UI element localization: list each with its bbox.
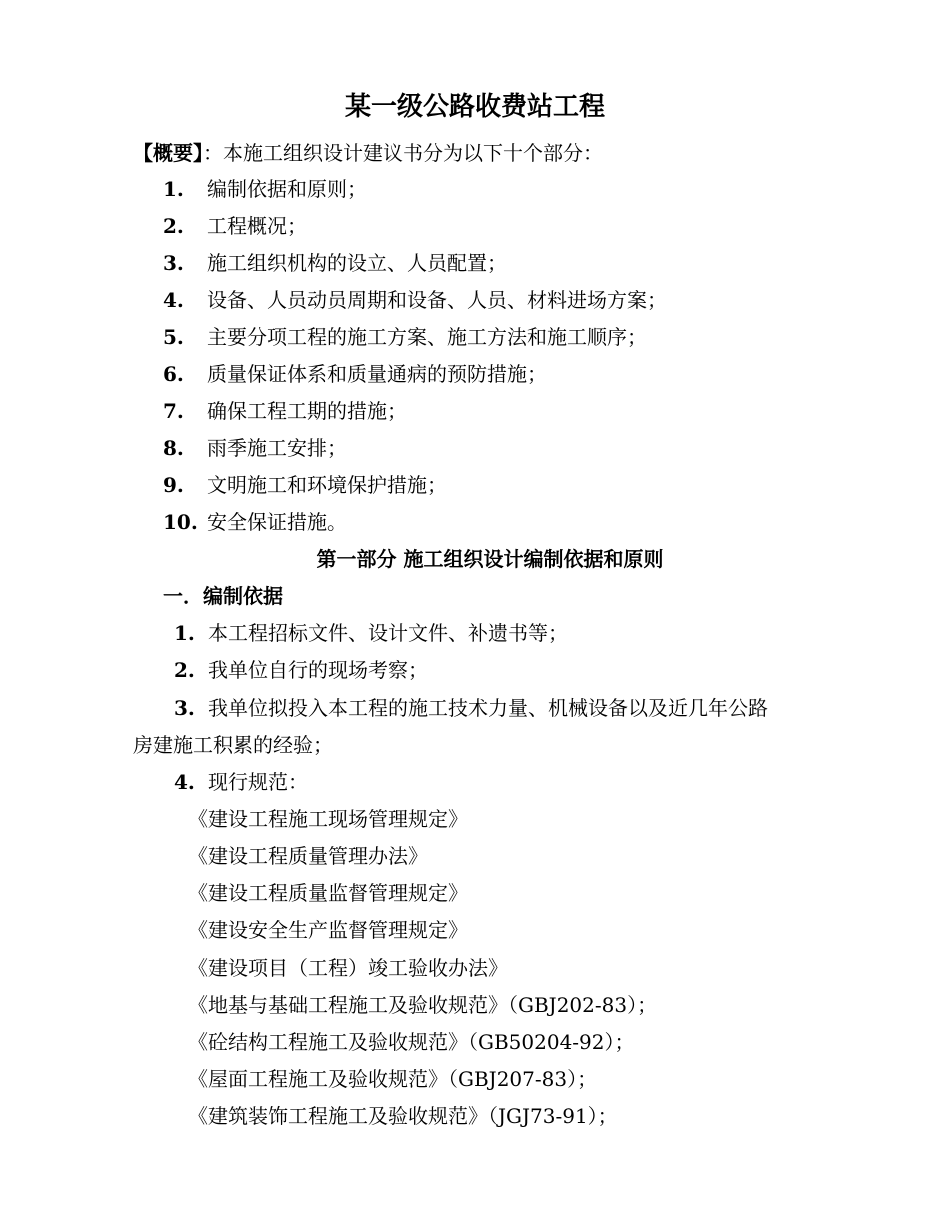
part-one-title: 第一部分 施工组织设计编制依据和原则 xyxy=(316,547,664,571)
standard-item: 《砼结构工程施工及验收规范》（GB50204-92）； xyxy=(188,1030,635,1054)
basis-item xyxy=(174,620,568,646)
toc-item xyxy=(163,324,647,350)
basis-number: 1. xyxy=(174,621,195,645)
basis-text: 我单位自行的现场考察； xyxy=(208,658,428,682)
section-heading: 一．编制依据 xyxy=(163,584,283,608)
standard-item: 《屋面工程施工及验收规范》（GBJ207-83）； xyxy=(188,1067,598,1091)
standard-item: 《建设工程质量监督管理规定》 xyxy=(188,881,468,905)
basis-item xyxy=(174,769,308,795)
toc-number: 7. xyxy=(163,399,184,423)
basis-text: 现行规范： xyxy=(208,770,308,794)
basis-text: 本工程招标文件、设计文件、补遗书等； xyxy=(208,621,568,645)
basis-number: 2. xyxy=(174,658,195,682)
overview-text: ：本施工组织设计建议书分为以下十个部分： xyxy=(203,141,603,165)
document-title: 某一级公路收费站工程 xyxy=(344,92,605,122)
toc-item xyxy=(163,176,367,202)
basis-number: 3. xyxy=(174,696,195,720)
toc-text: 雨季施工安排； xyxy=(207,436,347,460)
basis-item xyxy=(174,657,428,683)
toc-number: 1. xyxy=(163,177,184,201)
toc-number: 8. xyxy=(163,436,184,460)
toc-item xyxy=(163,472,447,498)
toc-text: 编制依据和原则； xyxy=(207,177,367,201)
toc-number: 4. xyxy=(163,288,184,312)
overview-line xyxy=(133,140,603,166)
toc-text: 施工组织机构的设立、人员配置； xyxy=(207,251,507,275)
toc-number: 10. xyxy=(163,510,198,534)
standard-item: 《建设项目（工程）竣工验收办法》 xyxy=(188,956,508,980)
toc-text: 文明施工和环境保护措施； xyxy=(207,473,447,497)
standard-item: 《建设安全生产监督管理规定》 xyxy=(188,918,468,942)
standard-item: 《建设工程施工现场管理规定》 xyxy=(188,807,468,831)
standard-item: 《建设工程质量管理办法》 xyxy=(188,844,428,868)
toc-number: 6. xyxy=(163,362,184,386)
toc-text: 确保工程工期的措施； xyxy=(207,399,407,423)
overview-label: 【概要】 xyxy=(133,141,203,165)
basis-number: 4. xyxy=(174,770,195,794)
toc-item xyxy=(163,509,347,535)
toc-item xyxy=(163,213,307,239)
toc-item xyxy=(163,435,347,461)
toc-number: 2. xyxy=(163,214,184,238)
toc-number: 5. xyxy=(163,325,184,349)
toc-number: 9. xyxy=(163,473,184,497)
standard-item: 《建筑装饰工程施工及验收规范》（JGJ73-91）； xyxy=(188,1104,618,1128)
basis-item xyxy=(174,695,768,721)
toc-item xyxy=(163,398,407,424)
basis-continuation: 房建施工积累的经验； xyxy=(133,733,333,757)
toc-item xyxy=(163,361,547,387)
toc-item xyxy=(163,250,507,276)
standard-item: 《地基与基础工程施工及验收规范》（GBJ202-83）； xyxy=(188,993,658,1017)
basis-text: 我单位拟投入本工程的施工技术力量、机械设备以及近几年公路 xyxy=(208,696,768,720)
toc-text: 安全保证措施。 xyxy=(207,510,347,534)
toc-text: 工程概况； xyxy=(207,214,307,238)
toc-item xyxy=(163,287,667,313)
toc-text: 设备、人员动员周期和设备、人员、材料进场方案； xyxy=(207,288,667,312)
toc-text: 质量保证体系和质量通病的预防措施； xyxy=(207,362,547,386)
toc-number: 3. xyxy=(163,251,184,275)
toc-text: 主要分项工程的施工方案、施工方法和施工顺序； xyxy=(207,325,647,349)
